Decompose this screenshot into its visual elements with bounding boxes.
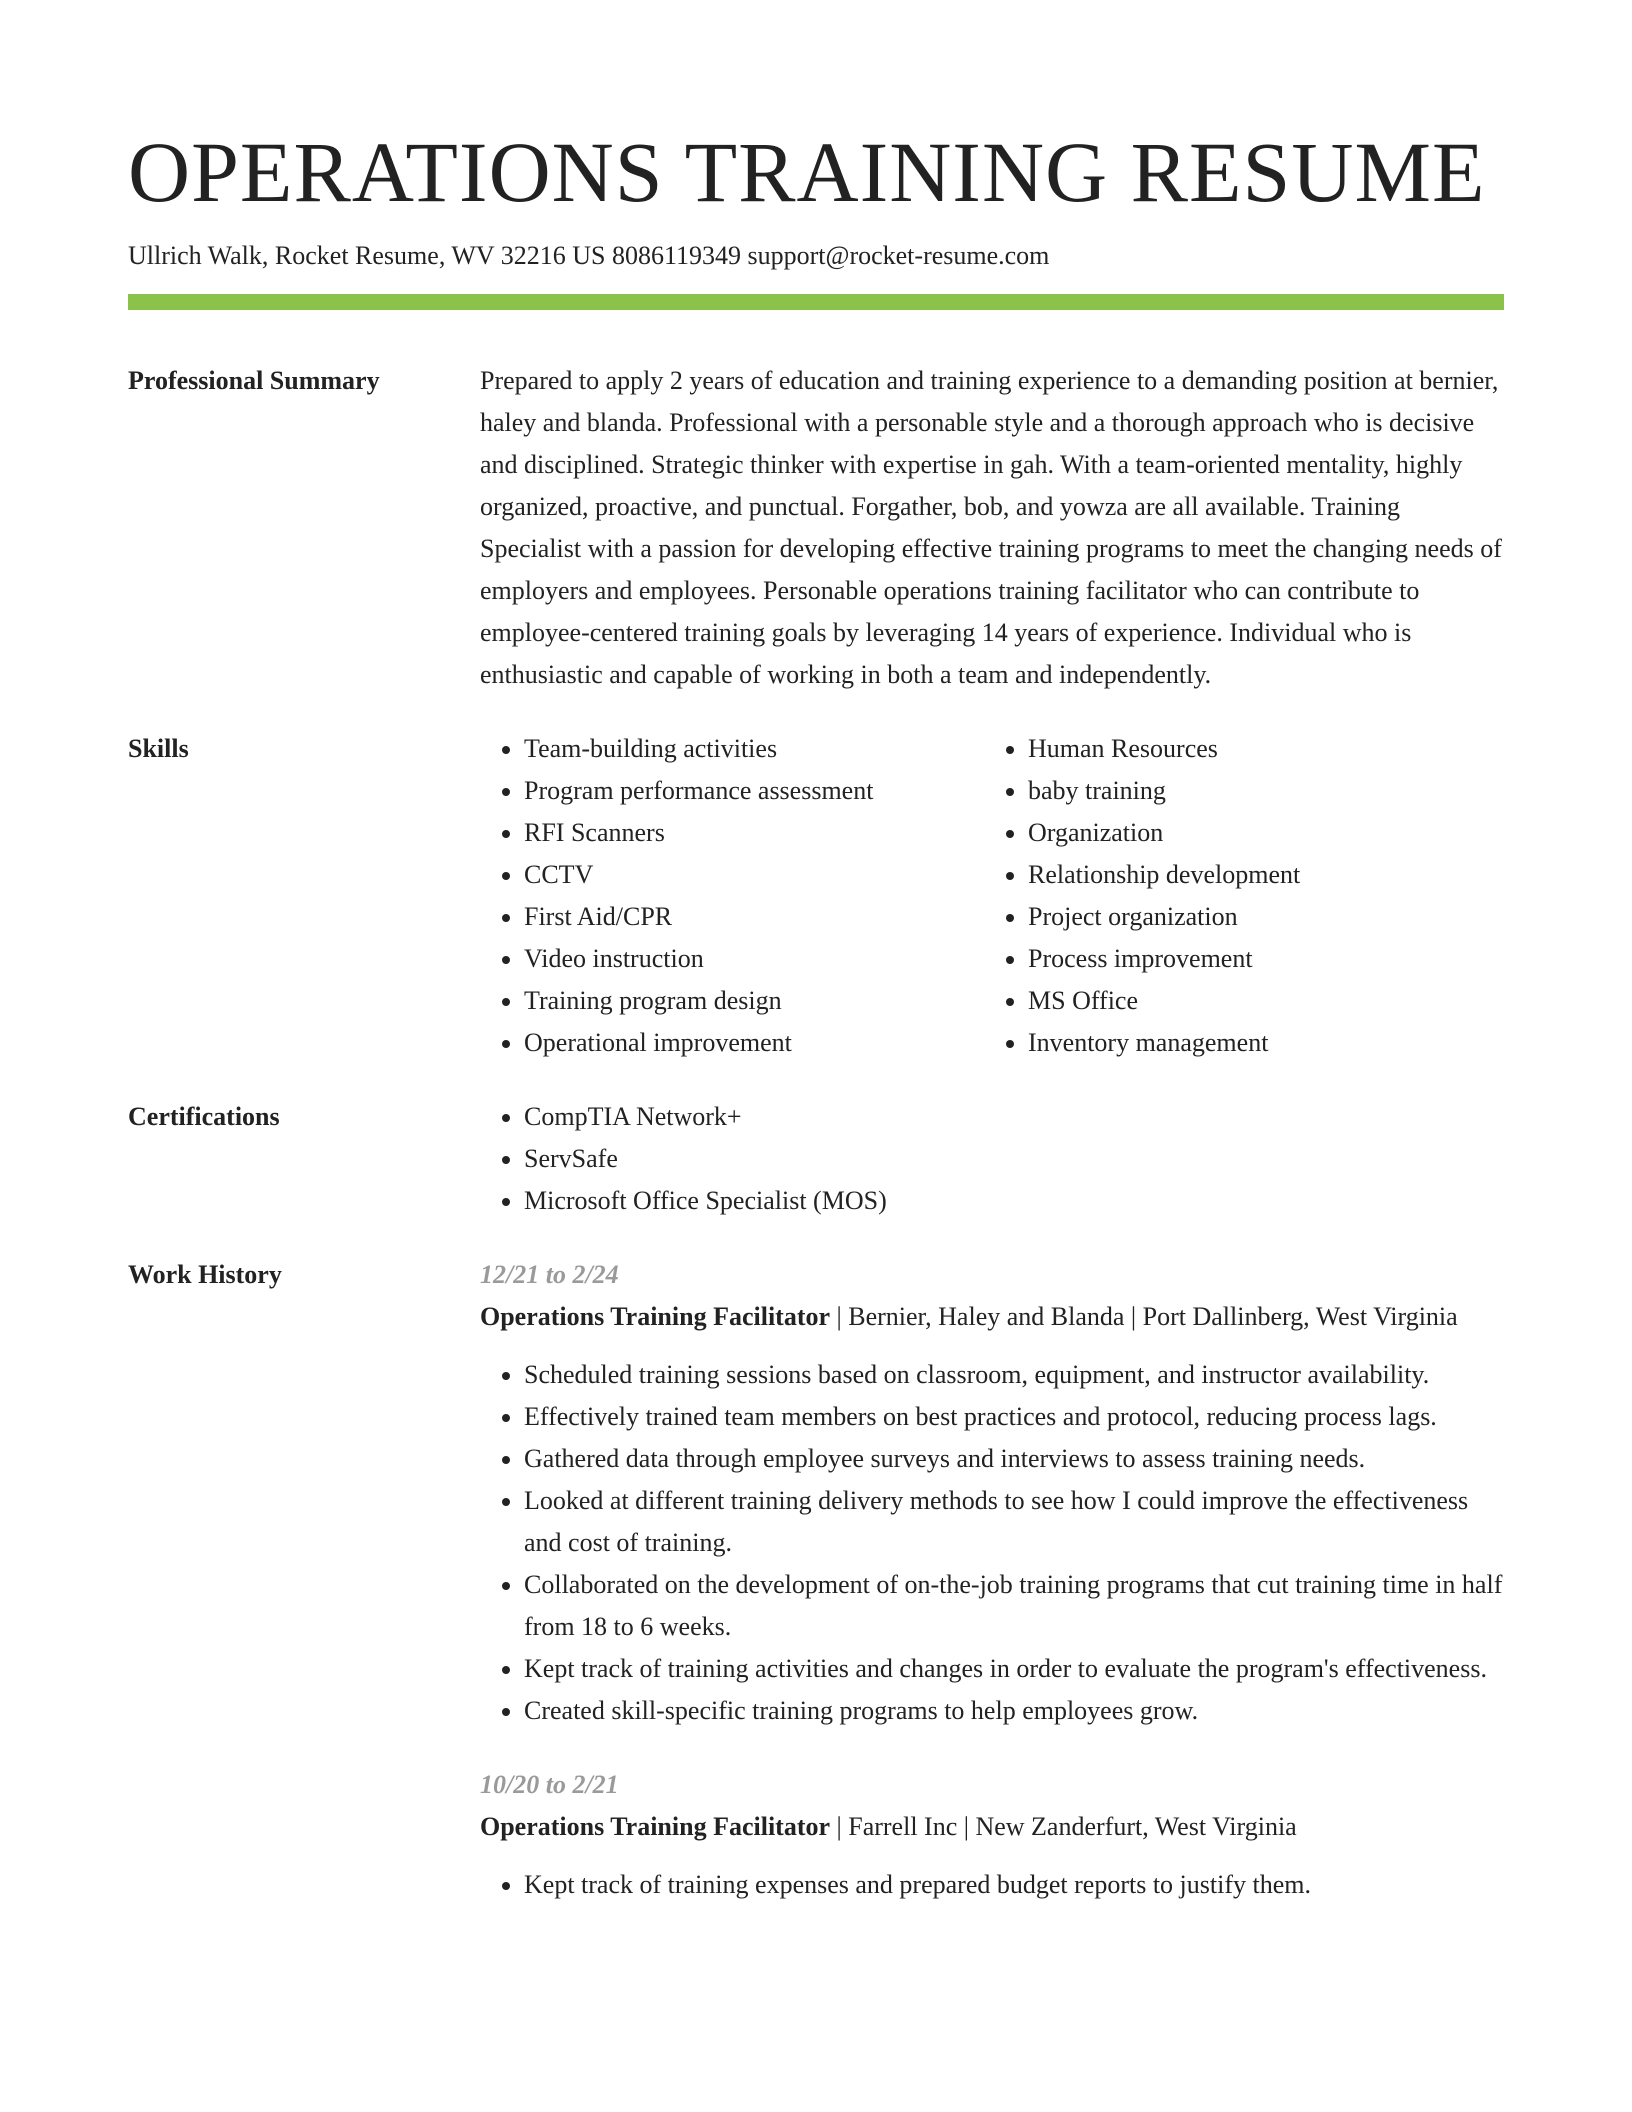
resume-page bbox=[128, 118, 1504, 1906]
summary-section bbox=[128, 360, 1504, 696]
skill-item: • First Aid/CPR bbox=[524, 896, 984, 938]
job-bullet: • Collaborated on the development of on-the-job training programs that cut training time in half from 18 to 6 weeks. bbox=[524, 1564, 1504, 1648]
header-divider bbox=[128, 294, 1504, 310]
certification-item: • Microsoft Office Specialist (MOS) bbox=[524, 1180, 1504, 1222]
certifications-section bbox=[128, 1096, 1504, 1222]
skill-item: • Team-building activities bbox=[524, 728, 984, 770]
skill-item: • RFI Scanners bbox=[524, 812, 984, 854]
skill-item: • Project organization bbox=[1028, 896, 1504, 938]
job-entry bbox=[480, 1254, 1504, 1732]
job-bullet: • Created skill-specific training programs to help employees grow. bbox=[524, 1690, 1504, 1732]
job-details: | Bernier, Haley and Blanda | Port Dallinberg, West Virginia bbox=[830, 1302, 1458, 1331]
skill-item: • Process improvement bbox=[1028, 938, 1504, 980]
section-label-work-history: Work History bbox=[128, 1260, 282, 1289]
skills-body bbox=[480, 728, 1504, 1064]
skills-list-right bbox=[984, 728, 1504, 1064]
skills-column-right bbox=[984, 728, 1504, 1064]
job-bullet: • Scheduled training sessions based on classroom, equipment, and instructor availability. bbox=[524, 1354, 1504, 1396]
contact-email: support@rocket-resume.com bbox=[747, 241, 1050, 270]
contact-line bbox=[128, 238, 1504, 274]
certification-item: • ServSafe bbox=[524, 1138, 1504, 1180]
skill-item: • Organization bbox=[1028, 812, 1504, 854]
summary-body bbox=[480, 360, 1504, 696]
section-label-summary: Professional Summary bbox=[128, 366, 380, 395]
job-bullets bbox=[480, 1354, 1504, 1732]
section-label-certifications: Certifications bbox=[128, 1102, 280, 1131]
skill-item: • Relationship development bbox=[1028, 854, 1504, 896]
skills-columns bbox=[480, 728, 1504, 1064]
summary-text: Prepared to apply 2 years of education and training experience to a demanding position at bernier, haley and blanda. Professional with a personable style and a thorough approach who is decisive and disciplined. Strategic thinker with expertise in gah. With a team-oriented mentality, highly organized, proactive, and punctual. Forgather, bob, and yowza are all available. Training Specialist with a passion for developing effective training programs to meet the changing needs of employers and employees. Personable operations training facilitator who can contribute to employee-centered training goals by leveraging 14 years of experience. Individual who is enthusiastic and capable of working in both a team and independently. bbox=[480, 366, 1502, 689]
skill-item: • CCTV bbox=[524, 854, 984, 896]
job-bullet: • Effectively trained team members on best practices and protocol, reducing process lags. bbox=[524, 1396, 1504, 1438]
job-dates: 12/21 to 2/24 bbox=[480, 1260, 619, 1289]
skills-list-left bbox=[480, 728, 984, 1064]
work-history-section bbox=[128, 1254, 1504, 1906]
job-title: Operations Training Facilitator bbox=[480, 1302, 831, 1331]
skills-column-left bbox=[480, 728, 984, 1064]
contact-phone: 8086119349 bbox=[611, 241, 748, 270]
contact-company: Rocket Resume, bbox=[274, 241, 452, 270]
skill-item: • Human Resources bbox=[1028, 728, 1504, 770]
skill-item: • baby training bbox=[1028, 770, 1504, 812]
certification-item: • CompTIA Network+ bbox=[524, 1096, 1504, 1138]
job-bullet: • Looked at different training delivery methods to see how I could improve the effectiveness and cost of training. bbox=[524, 1480, 1504, 1564]
section-label-skills: Skills bbox=[128, 734, 189, 763]
job-dates: 10/20 to 2/21 bbox=[480, 1770, 619, 1799]
skill-item: • MS Office bbox=[1028, 980, 1504, 1022]
contact-name: Ullrich Walk, bbox=[128, 241, 275, 270]
contact-location: WV 32216 US bbox=[451, 241, 612, 270]
job-details: | Farrell Inc | New Zanderfurt, West Virginia bbox=[830, 1812, 1297, 1841]
job-title: Operations Training Facilitator bbox=[480, 1812, 831, 1841]
certifications-list bbox=[480, 1096, 1504, 1222]
skills-section bbox=[128, 728, 1504, 1064]
job-entry bbox=[480, 1764, 1504, 1906]
job-bullet: • Kept track of training expenses and prepared budget reports to justify them. bbox=[524, 1864, 1504, 1906]
skill-item: • Operational improvement bbox=[524, 1022, 984, 1064]
skill-item: • Inventory management bbox=[1028, 1022, 1504, 1064]
skill-item: • Training program design bbox=[524, 980, 984, 1022]
job-heading bbox=[480, 1806, 1504, 1848]
job-bullet: • Kept track of training activities and changes in order to evaluate the program's effectiveness. bbox=[524, 1648, 1504, 1690]
job-bullet: • Gathered data through employee surveys and interviews to assess training needs. bbox=[524, 1438, 1504, 1480]
job-bullets bbox=[480, 1864, 1504, 1906]
job-heading bbox=[480, 1296, 1504, 1338]
work-history-body bbox=[480, 1254, 1504, 1906]
skill-item: • Video instruction bbox=[524, 938, 984, 980]
skill-item: • Program performance assessment bbox=[524, 770, 984, 812]
resume-title: OPERATIONS TRAINING RESUME bbox=[128, 124, 1486, 220]
certifications-body bbox=[480, 1096, 1504, 1222]
